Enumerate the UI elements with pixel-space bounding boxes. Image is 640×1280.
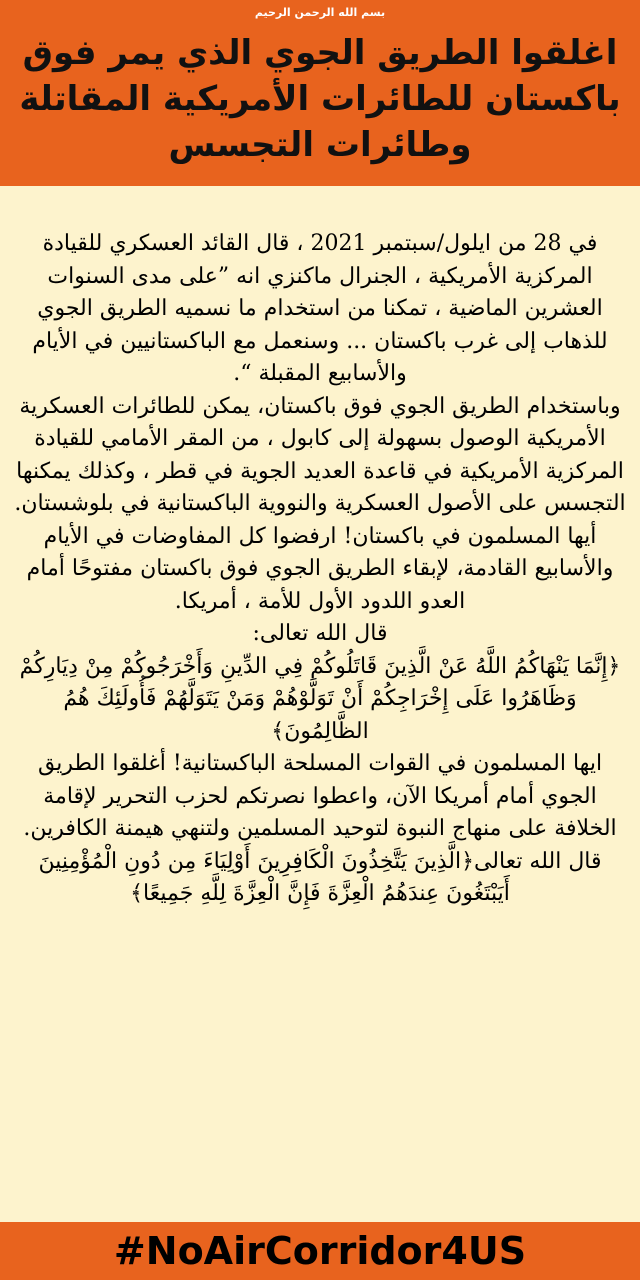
paragraph-3: أيها المسلمون في باكستان! ارفضوا كل المفاوضات في الأيام والأسابيع القادمة، لإبقاء الطريق الجوي فوق باكستان مفتوحًا أمام العدو اللدود الأول للأمة ، أمريكا. [26, 523, 614, 614]
basmala-text: بسم الله الرحمن الرحيم [254, 6, 386, 19]
hashtag-text: #NoAirCorridor4US [113, 1229, 527, 1273]
paragraph-2: وباستخدام الطريق الجوي فوق باكستان، يمكن للطائرات العسكرية الأمريكية الوصول بسهولة إلى كابول ، من المقر الأمامي للقيادة المركزية الأمريكية في قاعدة العديد الجوية في قطر ، وكذلك يمكنها التجسس على الأصول العسكرية والنووية الباكستانية في بلوشستان. [14, 393, 626, 516]
paragraph-1: في 28 من ايلول/سبتمبر 2021 ، قال القائد العسكري للقيادة المركزية الأمريكية ، الجنرال ماكنزي انه ”على مدى السنوات العشرين الماضية ، تمكنا من استخدام ما نسميه الطريق الجوي للذهاب إلى غرب باكستان ... وسنعمل مع الباكستانيين في الأيام والأسابيع المقبلة “. [32, 231, 608, 386]
paragraph-5: ايها المسلمون في القوات المسلحة الباكستانية! أغلقوا الطريق الجوي أمام أمريكا الآن، واعطوا نصرتكم لحزب التحرير لإقامة الخلافة على منهاج النبوة لتوحيد المسلمين ولتنهي هيمنة الكافرين. [23, 751, 617, 841]
article-body [14, 228, 626, 1168]
quran-verse-1: ﴿إِنَّمَا يَنْهَاكُمُ اللَّهُ عَنْ الَّذِينَ قَاتَلُوكُمْ فِي الدِّينِ وَأَخْرَجُوكُمْ مِنْ دِيَارِكُمْ وَظَاهَرُوا عَلَى إِخْرَاجِكُمْ أَنْ تَوَلَّوْهُمْ وَمَنْ يَتَوَلَّهُمْ فَأُولَئِكَ هُمُ الظَّالِمُونَ﴾ [19, 653, 621, 744]
quran-verse-2: قال الله تعالى﴿الَّذِينَ يَتَّخِذُونَ الْكَافِرِينَ أَوْلِيَاءَ مِن دُونِ الْمُؤْمِنِينَ أَيَبْتَغُونَ عِندَهُمُ الْعِزَّةَ فَإِنَّ الْعِزَّةَ لِلَّهِ جَمِيعًا﴾ [38, 848, 602, 906]
page-title: اغلقوا الطريق الجوي الذي يمر فوق باكستان للطائرات الأمريكية المقاتلة وطائرات التجسس [19, 33, 621, 165]
header-banner [0, 0, 640, 186]
footer-banner [0, 1222, 640, 1280]
quran-intro: قال الله تعالى: [252, 621, 388, 646]
